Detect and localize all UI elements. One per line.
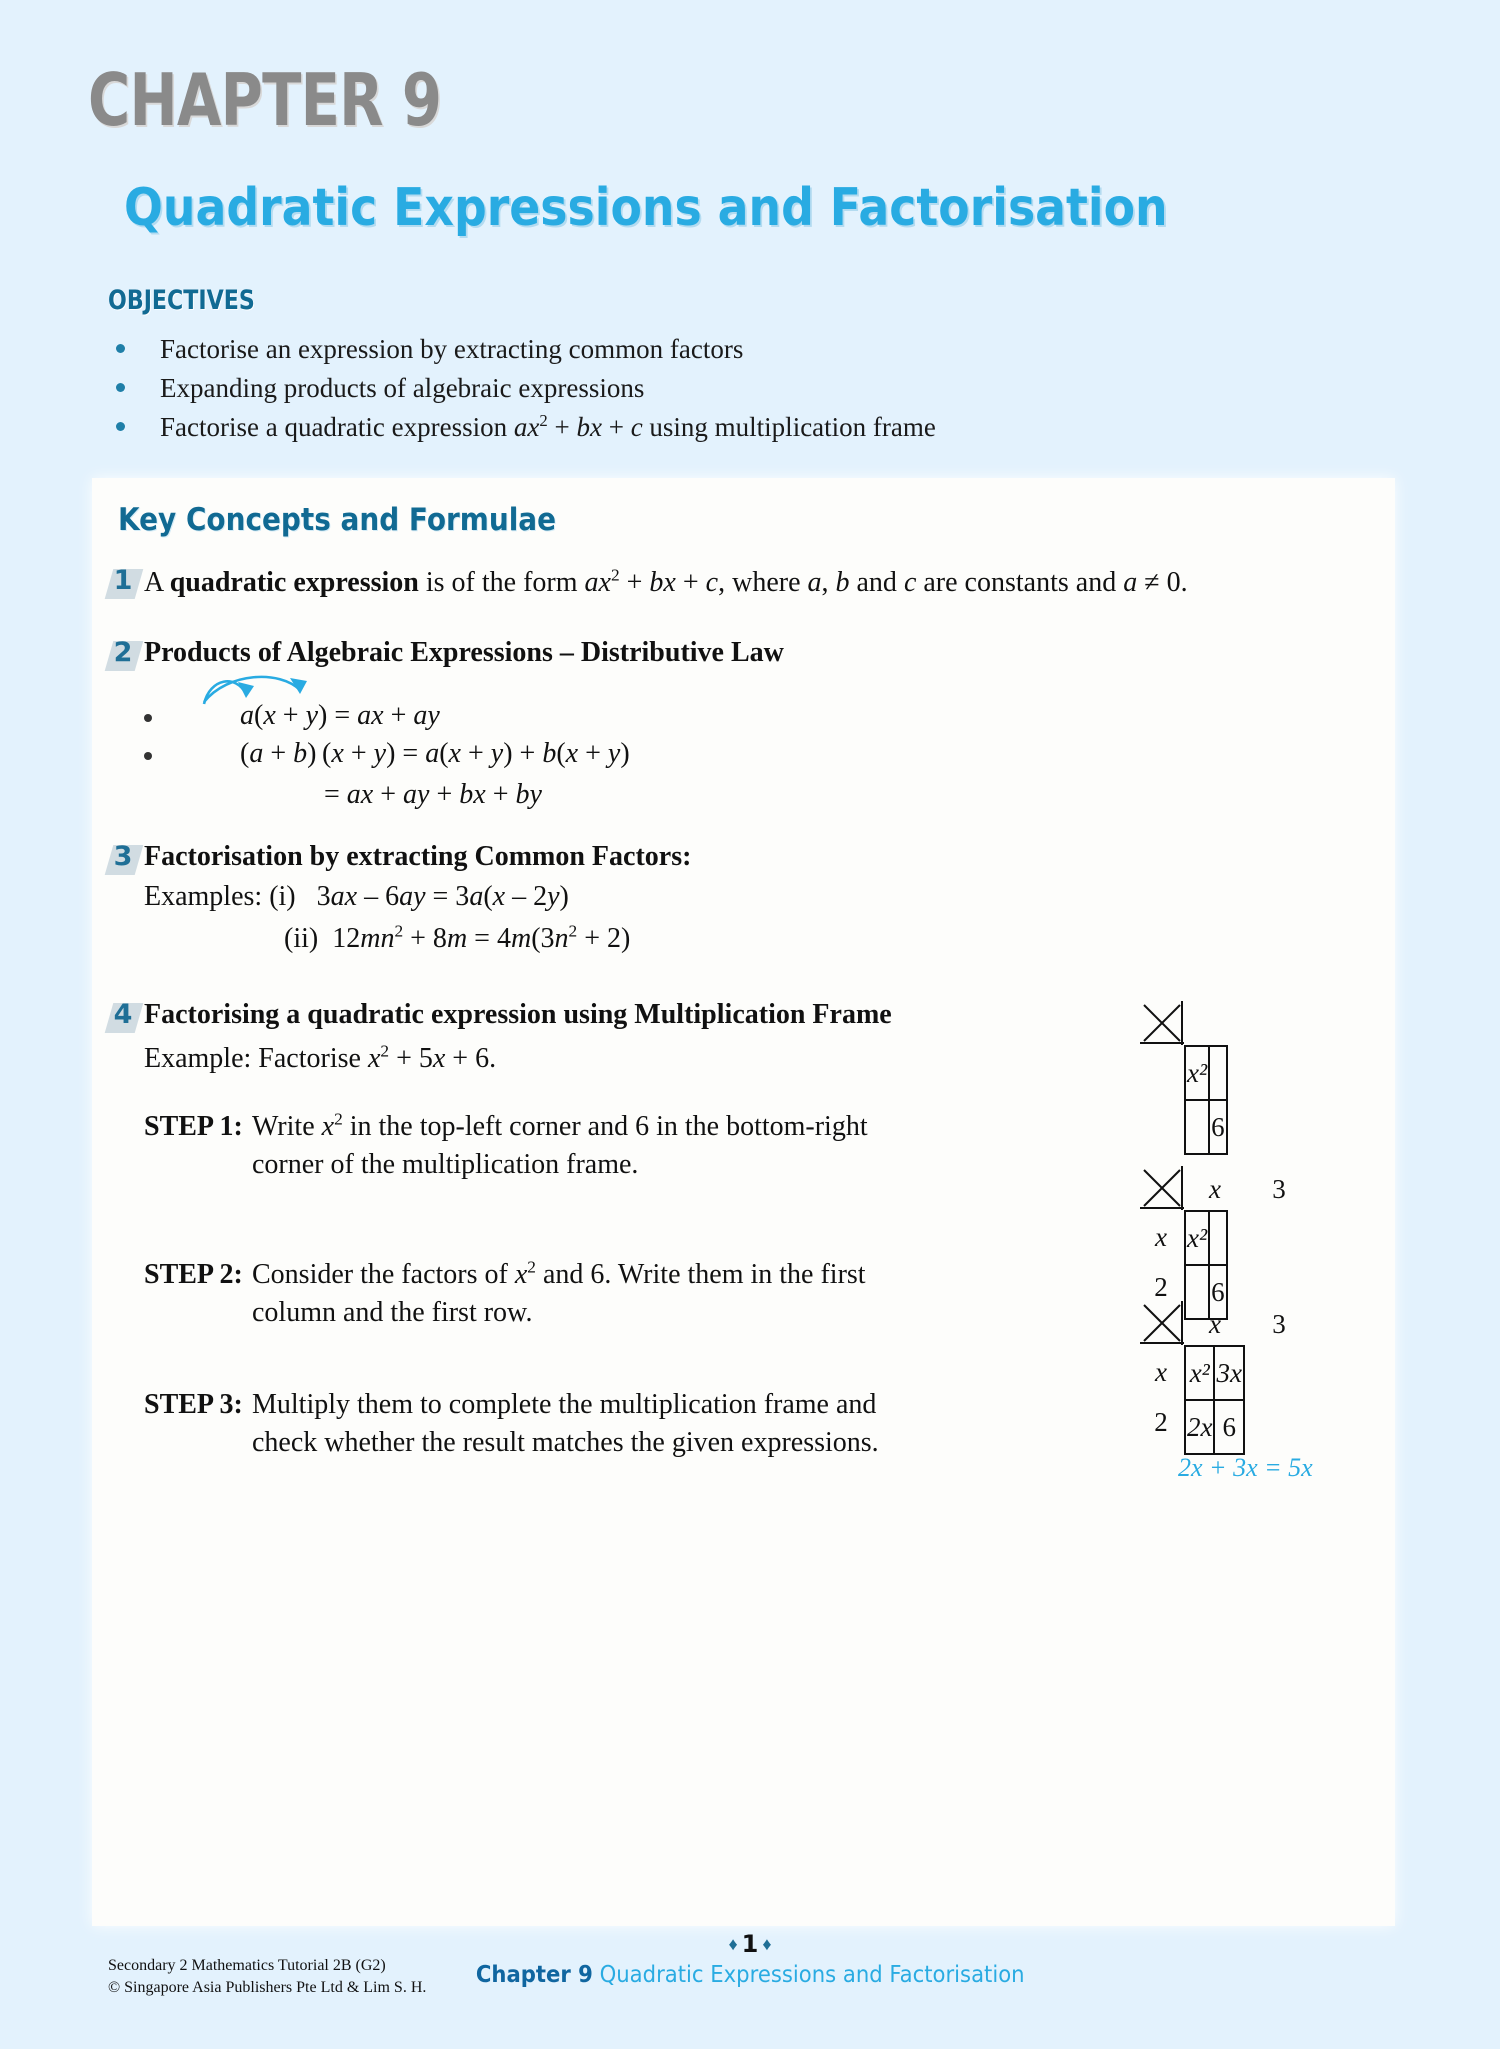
concept-3-example-ii: (ii) $12mn^2 + 8m = 4m(3n^2 + 2)$ bbox=[284, 921, 631, 954]
concept-1-text: A quadratic expression is of the form $ax^2$ + bx + c, where a, b and c are constants and a ≠ 0. bbox=[144, 565, 1188, 598]
concept-3-example-i: Examples: (i) 3ax – 6ay = 3a(x – 2y) bbox=[144, 881, 569, 912]
footer-chapter-number: Chapter 9 bbox=[475, 1962, 593, 1988]
cell-r2c1 bbox=[1185, 1100, 1209, 1154]
table-row bbox=[1185, 1211, 1227, 1265]
objectives-list bbox=[108, 330, 1208, 447]
list-item bbox=[108, 408, 1208, 447]
cell-r2c2: 6 bbox=[1214, 1400, 1243, 1454]
frame-table bbox=[1184, 1045, 1228, 1155]
col-header-2: 3 bbox=[1272, 1174, 1286, 1204]
frame-table bbox=[1184, 1210, 1228, 1320]
footer-copyright: © Singapore Asia Publishers Pte Ltd & Lim S. H. bbox=[108, 1979, 427, 1996]
objective-text: Expanding products of algebraic expressions bbox=[160, 373, 645, 403]
table-row bbox=[1185, 1046, 1227, 1100]
row-label-2: 2 bbox=[1154, 1272, 1168, 1302]
concept-4-title: Factorising a quadratic expression using Multiplication Frame bbox=[144, 999, 892, 1030]
frame-sum-line: 2x + 3x = 5x bbox=[1178, 1453, 1313, 1482]
key-concepts-panel bbox=[92, 478, 1395, 1926]
item-number-2: 2 bbox=[106, 636, 140, 670]
cell-r1c1: x² bbox=[1185, 1046, 1209, 1100]
table-row bbox=[1185, 1346, 1244, 1400]
cell-r2c2: 6 bbox=[1209, 1100, 1227, 1154]
diamond-left-icon: ♦ bbox=[728, 1934, 738, 1954]
footer-chapter-title: Quadratic Expressions and Factorisation bbox=[599, 1962, 1025, 1988]
objectives-heading: OBJECTIVES bbox=[108, 285, 255, 316]
distributive-formula-2: (a + b) (x + y) = a(x + y) + b(x + y) bbox=[240, 738, 630, 769]
chapter-label: CHAPTER 9 bbox=[88, 58, 442, 142]
footer-center bbox=[0, 1930, 1500, 1988]
frame-table bbox=[1184, 1345, 1245, 1455]
item-number-4: 4 bbox=[106, 998, 140, 1032]
concept-3-title: Factorisation by extracting Common Factors: bbox=[144, 841, 692, 872]
cell-r2c2: 6 bbox=[1209, 1265, 1227, 1319]
col-header-1: x bbox=[1209, 1174, 1221, 1204]
distributive-formula-1: a(x + y) = ax + ay bbox=[240, 700, 440, 731]
step-3-text: Multiply them to complete the multiplication frame and check whether the result matches the given expressions. bbox=[252, 1389, 879, 1458]
list-item bbox=[108, 330, 1208, 369]
bullet-icon bbox=[116, 383, 125, 392]
objective-text: Factorise an expression by extracting common factors bbox=[160, 334, 744, 364]
bullet-icon bbox=[144, 714, 152, 722]
row-label-2: 2 bbox=[1154, 1407, 1168, 1437]
row-label-1: x bbox=[1155, 1357, 1167, 1387]
objective-text: Factorise a quadratic expression $ax^2$ + bx + c using multiplication frame bbox=[160, 411, 936, 442]
cell-r1c2 bbox=[1209, 1211, 1227, 1265]
concept-4-example: Example: Factorise $x^2 + 5x + 6$. bbox=[144, 1041, 497, 1074]
item-number-3: 3 bbox=[106, 840, 140, 874]
footer-book-title: Secondary 2 Mathematics Tutorial 2B (G2) bbox=[108, 1957, 386, 1974]
col-header-1: x bbox=[1209, 1309, 1221, 1339]
bullet-icon bbox=[144, 752, 152, 760]
col-header-2: 3 bbox=[1272, 1309, 1286, 1339]
cell-r1c1: x² bbox=[1185, 1346, 1214, 1400]
row-label-1: x bbox=[1155, 1222, 1167, 1252]
cell-r1c1: x² bbox=[1185, 1211, 1209, 1265]
cell-r1c2 bbox=[1209, 1046, 1227, 1100]
step-1-label: STEP 1: bbox=[144, 1111, 243, 1142]
page-number: 1 bbox=[741, 1930, 759, 1958]
table-row bbox=[1185, 1100, 1227, 1154]
distributive-formula-3: = ax + ay + bx + by bbox=[324, 779, 542, 810]
cross-icon bbox=[1140, 1001, 1184, 1050]
cross-icon bbox=[1140, 1301, 1184, 1350]
list-item bbox=[108, 369, 1208, 408]
concept-2-title: Products of Algebraic Expressions – Distributive Law bbox=[144, 637, 784, 668]
page-number-row bbox=[0, 1930, 1500, 1958]
cell-r2c1: 2x bbox=[1185, 1400, 1214, 1454]
footer-chapter-line bbox=[476, 1962, 1025, 1988]
step-2-label: STEP 2: bbox=[144, 1259, 243, 1290]
item-number-1: 1 bbox=[106, 564, 140, 598]
bullet-icon bbox=[116, 344, 125, 353]
cross-icon bbox=[1140, 1166, 1184, 1215]
diamond-right-icon: ♦ bbox=[762, 1934, 772, 1954]
step-3-label: STEP 3: bbox=[144, 1389, 243, 1420]
table-row bbox=[1185, 1400, 1244, 1454]
step-2-text: Consider the factors of $x^2$ and 6. Write them in the first column and the first row. bbox=[252, 1257, 866, 1328]
panel-heading: Key Concepts and Formulae bbox=[118, 502, 557, 538]
step-1-text: Write $x^2$ in the top-left corner and 6 in the bottom-right corner of the multiplication frame. bbox=[252, 1109, 868, 1180]
cell-r1c2: 3x bbox=[1214, 1346, 1243, 1400]
chapter-title: Quadratic Expressions and Factorisation bbox=[124, 178, 1168, 238]
bullet-icon bbox=[116, 422, 125, 431]
